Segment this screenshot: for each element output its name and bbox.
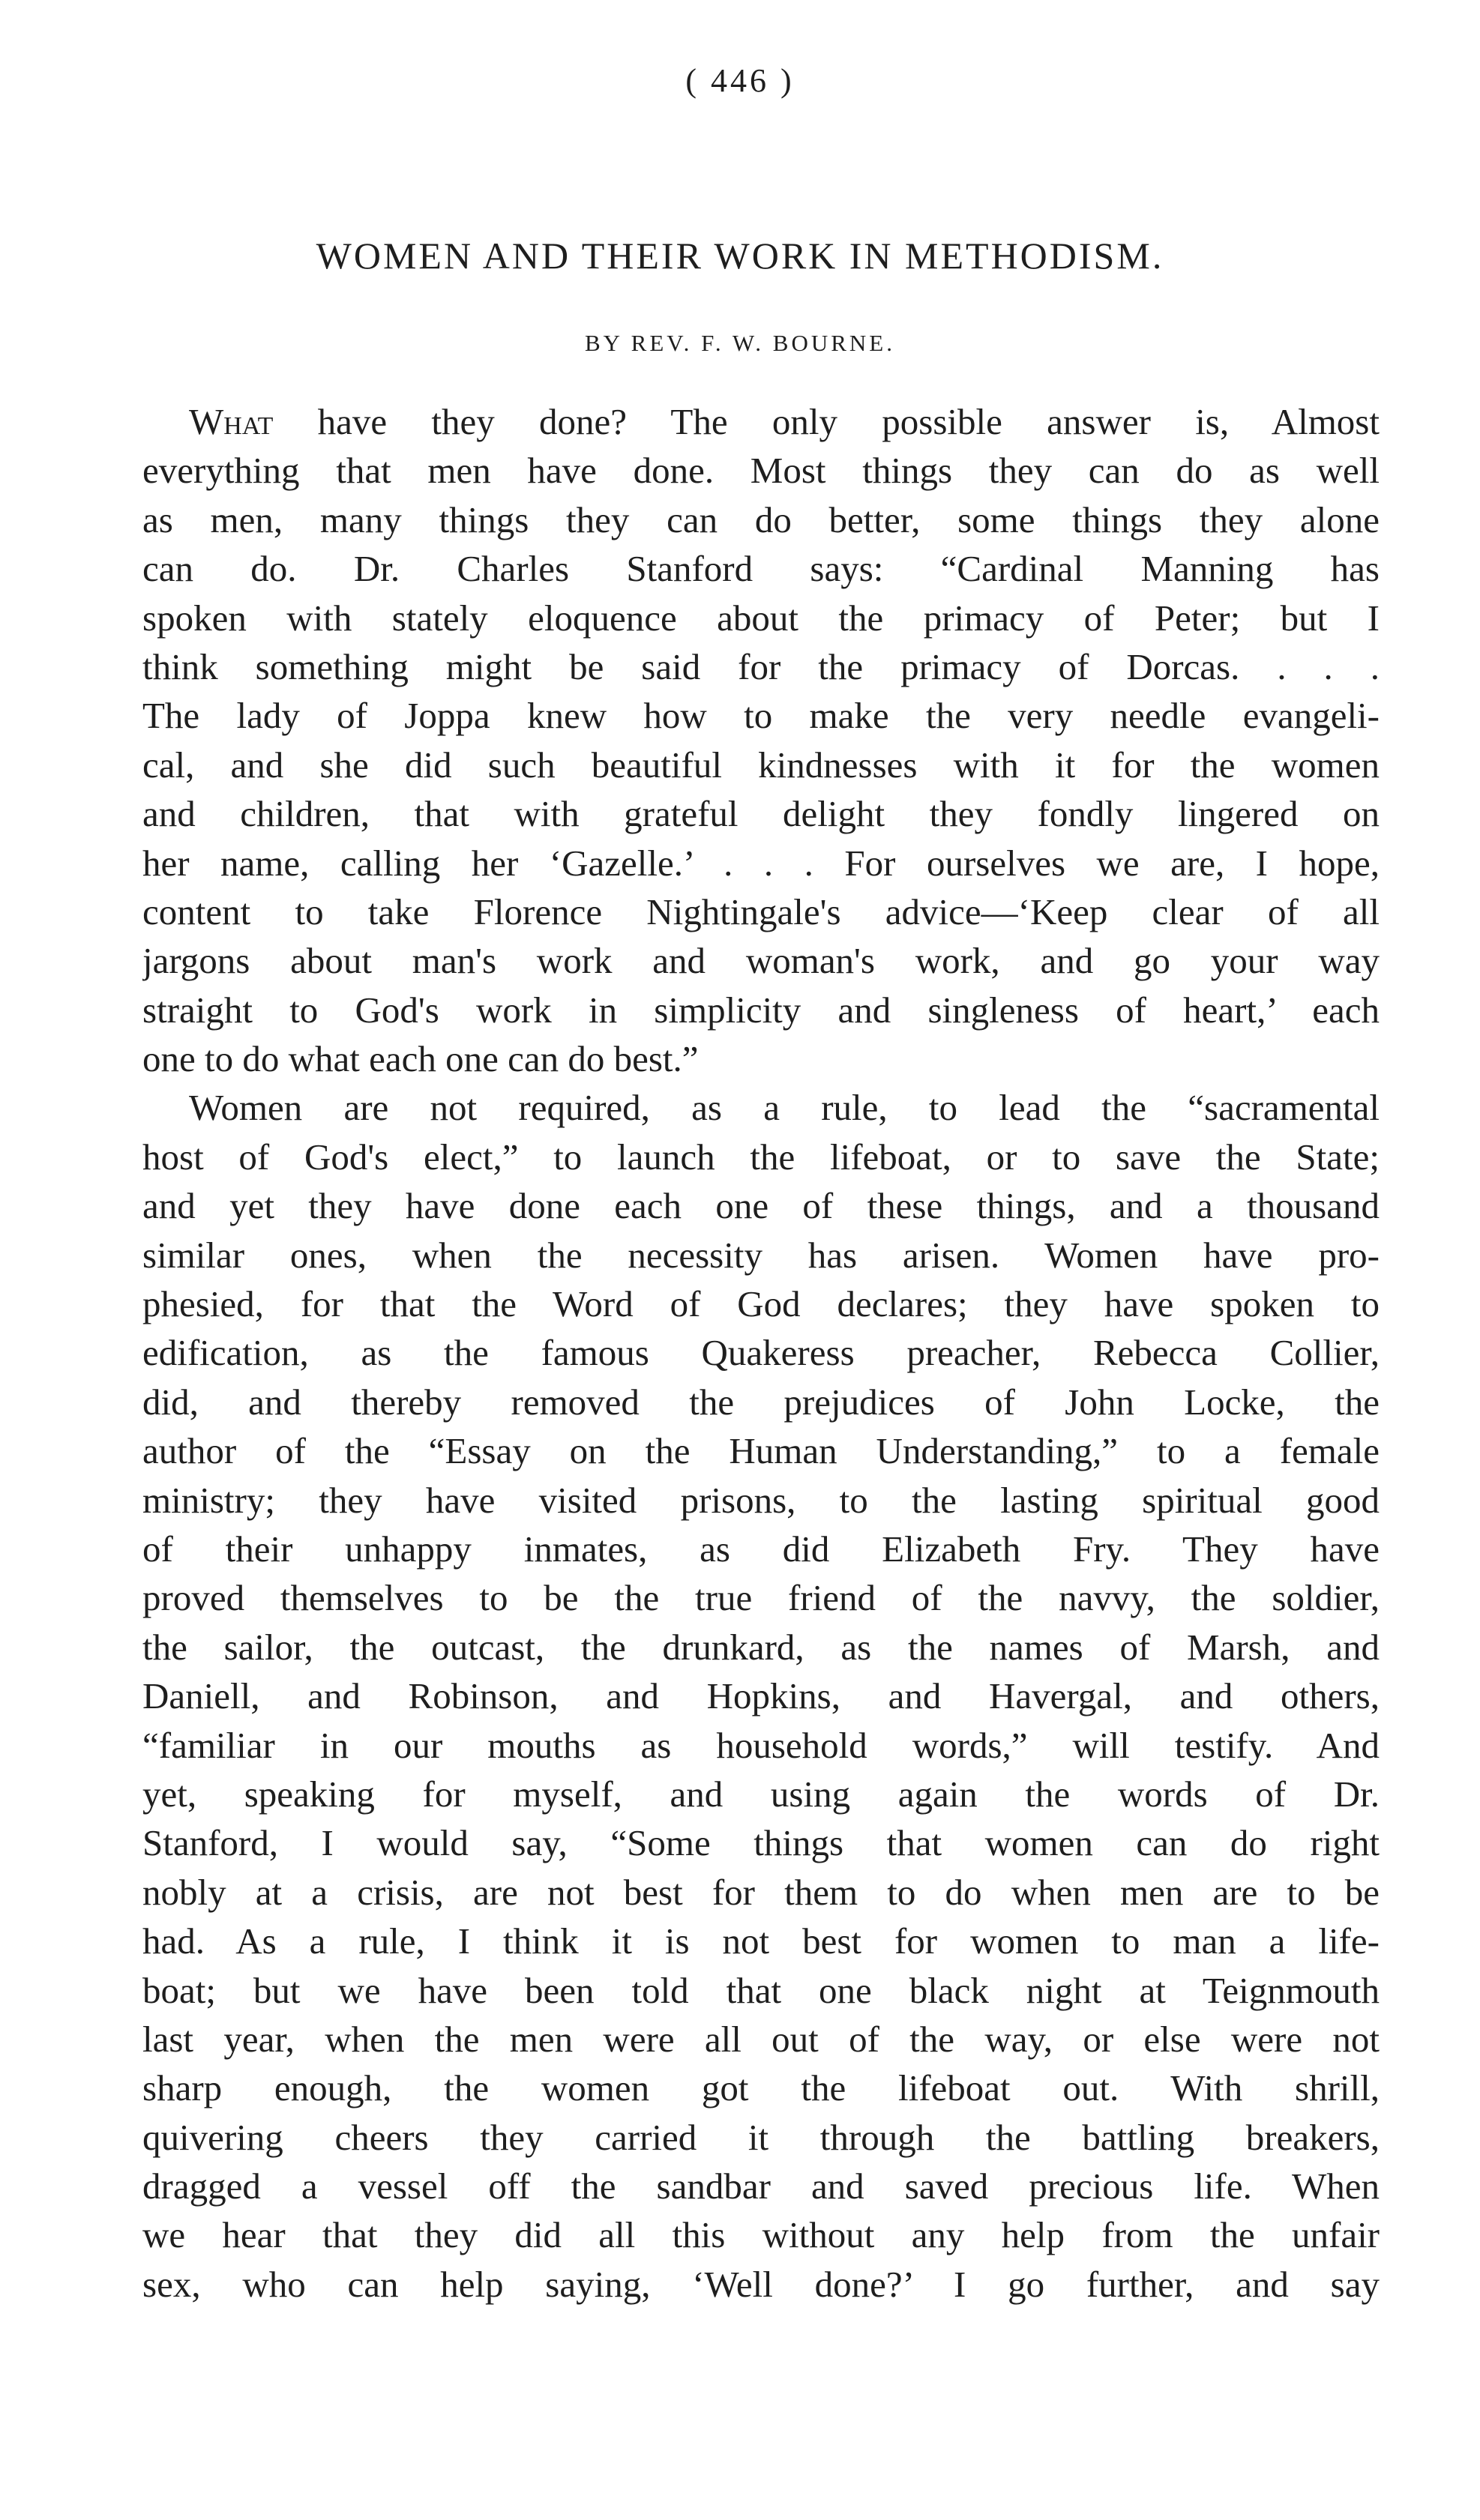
byline: BY REV. F. W. BOURNE. xyxy=(585,330,895,356)
text-line: and children, that with grateful delight they fondly lingered on xyxy=(142,793,1380,835)
text-line: content to take Florence Nightingale's advice—‘Keep clear of all xyxy=(142,890,1380,932)
text-line xyxy=(142,397,1380,446)
drop-word: What xyxy=(189,401,274,442)
text-line: had. As a rule, I think it is not best for women to man a life- xyxy=(142,1920,1380,1962)
text-line: similar ones, when the necessity has arisen. Women have pro- xyxy=(142,1234,1380,1276)
text-line: ministry; they have visited prisons, to the lasting spiritual good xyxy=(142,1479,1380,1521)
text-line: think something might be said for the primacy of Dorcas. . . . xyxy=(142,645,1380,687)
text-line: phesied, for that the Word of God declares; they have spoken to xyxy=(142,1283,1380,1325)
text-line: and yet they have done each one of these things, and a thousand xyxy=(142,1185,1380,1227)
text-line: we hear that they did all this without any help from the unfair xyxy=(142,2214,1380,2256)
text-line: yet, speaking for myself, and using again the words of Dr. xyxy=(142,1773,1380,1815)
article-title: WOMEN AND THEIR WORK IN METHODISM. xyxy=(316,235,1164,277)
page-number: ( 446 ) xyxy=(685,62,795,99)
text-line: sharp enough, the women got the lifeboat out. With shrill, xyxy=(142,2067,1380,2109)
text-line: straight to God's work in simplicity and singleness of heart,’ each xyxy=(142,989,1380,1031)
text-line: her name, calling her ‘Gazelle.’ . . . For ourselves we are, I hope, xyxy=(142,842,1380,884)
text-line: did, and thereby removed the prejudices of John Locke, the xyxy=(142,1381,1380,1423)
text-line: of their unhappy inmates, as did Elizabeth Fry. They have xyxy=(142,1528,1380,1570)
text-line: boat; but we have been told that one black night at Teignmouth xyxy=(142,1969,1380,2011)
text-line: jargons about man's work and woman's work, and go your way xyxy=(142,940,1380,982)
text-line: can do. Dr. Charles Stanford says: “Cardinal Manning has xyxy=(142,548,1380,590)
text-line: host of God's elect,” to launch the lifeboat, or to save the State; xyxy=(142,1136,1380,1178)
text-line: sex, who can help saying, ‘Well done?’ I go further, and say xyxy=(142,2263,1380,2305)
text-line: one to do what each one can do best.” xyxy=(142,1038,699,1080)
text-line: edification, as the famous Quakeress preacher, Rebecca Collier, xyxy=(142,1332,1380,1374)
text-line: Stanford, I would say, “Some things that women can do right xyxy=(142,1822,1380,1864)
text-line: everything that men have done. Most things they can do as well xyxy=(142,450,1380,492)
text-line: cal, and she did such beautiful kindnesses with it for the women xyxy=(142,744,1380,786)
text-line: as men, many things they can do better, some things they alone xyxy=(142,498,1380,540)
text-line: spoken with stately eloquence about the primacy of Peter; but I xyxy=(142,597,1380,639)
text-line: last year, when the men were all out of the way, or else were not xyxy=(142,2018,1380,2060)
body-text xyxy=(142,397,1380,2309)
text-line: The lady of Joppa knew how to make the very needle evangeli- xyxy=(142,695,1380,737)
text-line: “familiar in our mouths as household words,” will testify. And xyxy=(142,1724,1380,1766)
text-line: the sailor, the outcast, the drunkard, as the names of Marsh, and xyxy=(142,1626,1380,1668)
text-line: proved themselves to be the true friend of the navvy, the soldier, xyxy=(142,1577,1380,1619)
line-rest: have they done? The only possible answer is, Almost xyxy=(273,401,1380,442)
text-line: nobly at a crisis, are not best for them to do when men are to be xyxy=(142,1871,1380,1913)
text-line: Women are not required, as a rule, to lead the “sacramental xyxy=(189,1087,1380,1129)
text-line: quivering cheers they carried it through the battling breakers, xyxy=(142,2116,1380,2158)
text-line: author of the “Essay on the Human Understanding,” to a female xyxy=(142,1430,1380,1472)
text-line: dragged a vessel off the sandbar and saved precious life. When xyxy=(142,2165,1380,2207)
text-line: Daniell, and Robinson, and Hopkins, and Havergal, and others, xyxy=(142,1675,1380,1717)
